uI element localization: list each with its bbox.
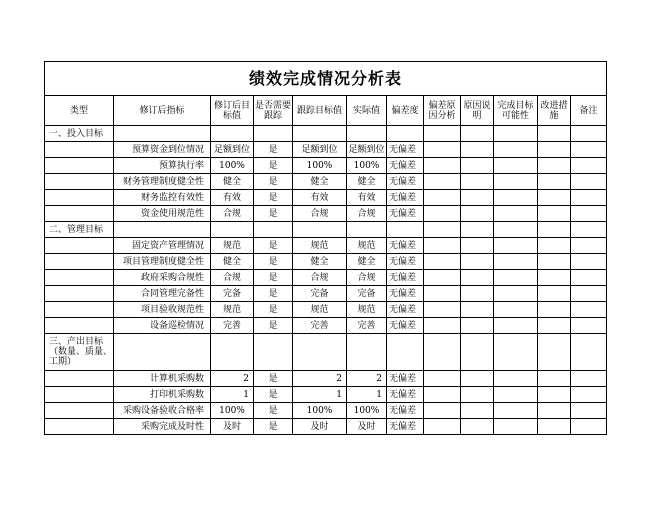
empty-cell (293, 126, 347, 142)
empty-cell (424, 238, 461, 254)
empty-cell (424, 371, 461, 387)
target-value-cell: 有效 (211, 190, 254, 206)
empty-cell (424, 142, 461, 158)
target-value-cell: 健全 (211, 254, 254, 270)
header-cell: 改进措施 (538, 96, 571, 126)
empty-cell (424, 222, 461, 238)
empty-cell (571, 238, 607, 254)
indicator-cell: 固定资产管理情况 (114, 238, 211, 254)
tracking-target-cell: 1 (293, 387, 347, 403)
empty-cell (571, 334, 607, 371)
empty-cell (424, 174, 461, 190)
empty-cell (254, 126, 293, 142)
indicator-cell: 财务管理制度健全性 (114, 174, 211, 190)
empty-cell (494, 206, 538, 222)
tracking-cell: 是 (254, 270, 293, 286)
table-row (45, 174, 607, 190)
table-row (45, 158, 607, 174)
empty-cell (461, 222, 494, 238)
empty-cell (571, 174, 607, 190)
empty-cell (538, 318, 571, 334)
empty-cell (45, 318, 114, 334)
empty-cell (571, 318, 607, 334)
empty-cell (424, 387, 461, 403)
tracking-target-cell: 2 (293, 371, 347, 387)
empty-cell (538, 190, 571, 206)
tracking-target-cell: 规范 (293, 238, 347, 254)
deviation-cell: 无偏差 (387, 206, 424, 222)
deviation-cell: 无偏差 (387, 371, 424, 387)
section-row (45, 334, 607, 371)
tracking-target-cell: 健全 (293, 174, 347, 190)
empty-cell (494, 403, 538, 419)
table-row (45, 190, 607, 206)
tracking-cell: 是 (254, 403, 293, 419)
tracking-target-cell: 100% (293, 403, 347, 419)
empty-cell (387, 222, 424, 238)
header-cell: 实际值 (347, 96, 387, 126)
header-cell: 完成目标可能性 (494, 96, 538, 126)
table-row (45, 403, 607, 419)
empty-cell (387, 334, 424, 371)
tracking-cell: 是 (254, 158, 293, 174)
table-row (45, 238, 607, 254)
actual-value-cell: 100% (347, 158, 387, 174)
empty-cell (424, 126, 461, 142)
actual-value-cell: 2 (347, 371, 387, 387)
deviation-cell: 无偏差 (387, 238, 424, 254)
tracking-cell: 是 (254, 190, 293, 206)
indicator-cell: 打印机采购数 (114, 387, 211, 403)
empty-cell (211, 126, 254, 142)
tracking-target-cell: 及时 (293, 419, 347, 435)
empty-cell (571, 270, 607, 286)
empty-cell (347, 334, 387, 371)
deviation-cell: 无偏差 (387, 190, 424, 206)
table-row (45, 206, 607, 222)
empty-cell (114, 334, 211, 371)
actual-value-cell: 规范 (347, 302, 387, 318)
empty-cell (424, 286, 461, 302)
empty-cell (461, 190, 494, 206)
empty-cell (494, 371, 538, 387)
indicator-cell: 项目管理制度健全性 (114, 254, 211, 270)
actual-value-cell: 健全 (347, 174, 387, 190)
header-cell: 偏差度 (387, 96, 424, 126)
empty-cell (45, 158, 114, 174)
empty-cell (45, 286, 114, 302)
actual-value-cell: 健全 (347, 254, 387, 270)
indicator-cell: 预算资金到位情况 (114, 142, 211, 158)
table-row (45, 387, 607, 403)
target-value-cell: 1 (211, 387, 254, 403)
tracking-target-cell: 完备 (293, 286, 347, 302)
empty-cell (347, 126, 387, 142)
deviation-cell: 无偏差 (387, 387, 424, 403)
empty-cell (461, 286, 494, 302)
section-label: 二、管理目标 (45, 222, 114, 238)
target-value-cell: 合规 (211, 206, 254, 222)
empty-cell (45, 238, 114, 254)
actual-value-cell: 有效 (347, 190, 387, 206)
header-cell: 类型 (45, 96, 114, 126)
empty-cell (494, 238, 538, 254)
empty-cell (461, 334, 494, 371)
empty-cell (494, 387, 538, 403)
actual-value-cell: 100% (347, 403, 387, 419)
empty-cell (571, 387, 607, 403)
table-row (45, 371, 607, 387)
empty-cell (424, 318, 461, 334)
indicator-cell: 资金使用规范性 (114, 206, 211, 222)
performance-analysis-table (44, 61, 607, 435)
table-row (45, 254, 607, 270)
empty-cell (494, 222, 538, 238)
deviation-cell: 无偏差 (387, 158, 424, 174)
empty-cell (538, 254, 571, 270)
table-row (45, 419, 607, 435)
empty-cell (538, 270, 571, 286)
tracking-target-cell: 合规 (293, 206, 347, 222)
empty-cell (254, 222, 293, 238)
empty-cell (538, 403, 571, 419)
indicator-cell: 预算执行率 (114, 158, 211, 174)
empty-cell (387, 126, 424, 142)
target-value-cell: 完备 (211, 286, 254, 302)
empty-cell (538, 158, 571, 174)
actual-value-cell: 1 (347, 387, 387, 403)
target-value-cell: 及时 (211, 419, 254, 435)
empty-cell (45, 270, 114, 286)
tracking-target-cell: 有效 (293, 190, 347, 206)
empty-cell (538, 419, 571, 435)
tracking-cell: 是 (254, 206, 293, 222)
tracking-target-cell: 合规 (293, 270, 347, 286)
empty-cell (571, 190, 607, 206)
empty-cell (45, 403, 114, 419)
tracking-target-cell: 完善 (293, 318, 347, 334)
empty-cell (494, 142, 538, 158)
empty-cell (461, 371, 494, 387)
empty-cell (45, 174, 114, 190)
empty-cell (494, 318, 538, 334)
header-row (45, 96, 607, 126)
tracking-cell: 是 (254, 371, 293, 387)
empty-cell (538, 334, 571, 371)
empty-cell (571, 403, 607, 419)
empty-cell (494, 254, 538, 270)
target-value-cell: 100% (211, 403, 254, 419)
section-label: 一、投入目标 (45, 126, 114, 142)
deviation-cell: 无偏差 (387, 174, 424, 190)
indicator-cell: 合同管理完备性 (114, 286, 211, 302)
tracking-cell: 是 (254, 286, 293, 302)
empty-cell (347, 222, 387, 238)
tracking-cell: 是 (254, 318, 293, 334)
empty-cell (538, 126, 571, 142)
empty-cell (571, 158, 607, 174)
actual-value-cell: 合规 (347, 270, 387, 286)
empty-cell (571, 302, 607, 318)
indicator-cell: 采购完成及时性 (114, 419, 211, 435)
header-cell: 是否需要跟踪 (254, 96, 293, 126)
deviation-cell: 无偏差 (387, 142, 424, 158)
empty-cell (424, 254, 461, 270)
empty-cell (461, 318, 494, 334)
empty-cell (494, 286, 538, 302)
target-value-cell: 合规 (211, 270, 254, 286)
empty-cell (538, 142, 571, 158)
empty-cell (424, 190, 461, 206)
empty-cell (461, 126, 494, 142)
deviation-cell: 无偏差 (387, 254, 424, 270)
tracking-cell: 是 (254, 238, 293, 254)
empty-cell (45, 142, 114, 158)
actual-value-cell: 规范 (347, 238, 387, 254)
empty-cell (538, 371, 571, 387)
deviation-cell: 无偏差 (387, 270, 424, 286)
sheet-title: 绩效完成情况分析表 (45, 62, 607, 96)
table-row (45, 302, 607, 318)
empty-cell (45, 206, 114, 222)
target-value-cell: 规范 (211, 238, 254, 254)
empty-cell (461, 419, 494, 435)
indicator-cell: 财务监控有效性 (114, 190, 211, 206)
actual-value-cell: 完备 (347, 286, 387, 302)
empty-cell (424, 403, 461, 419)
indicator-cell: 计算机采购数 (114, 371, 211, 387)
tracking-cell: 是 (254, 419, 293, 435)
empty-cell (494, 419, 538, 435)
target-value-cell: 100% (211, 158, 254, 174)
empty-cell (571, 254, 607, 270)
tracking-cell: 是 (254, 387, 293, 403)
deviation-cell: 无偏差 (387, 419, 424, 435)
empty-cell (461, 174, 494, 190)
header-cell: 备注 (571, 96, 607, 126)
header-cell: 跟踪目标值 (293, 96, 347, 126)
empty-cell (461, 254, 494, 270)
header-cell: 修订后目标值 (211, 96, 254, 126)
actual-value-cell: 合规 (347, 206, 387, 222)
tracking-cell: 是 (254, 142, 293, 158)
header-cell: 原因说明 (461, 96, 494, 126)
empty-cell (571, 142, 607, 158)
tracking-target-cell: 规范 (293, 302, 347, 318)
empty-cell (424, 302, 461, 318)
empty-cell (494, 158, 538, 174)
empty-cell (494, 270, 538, 286)
empty-cell (461, 270, 494, 286)
table-row (45, 142, 607, 158)
tracking-target-cell: 足额到位 (293, 142, 347, 158)
empty-cell (45, 371, 114, 387)
empty-cell (424, 334, 461, 371)
target-value-cell: 完善 (211, 318, 254, 334)
empty-cell (571, 222, 607, 238)
deviation-cell: 无偏差 (387, 286, 424, 302)
deviation-cell: 无偏差 (387, 302, 424, 318)
empty-cell (424, 419, 461, 435)
actual-value-cell: 及时 (347, 419, 387, 435)
empty-cell (571, 419, 607, 435)
indicator-cell: 设备巡检情况 (114, 318, 211, 334)
tracking-target-cell: 健全 (293, 254, 347, 270)
tracking-cell: 是 (254, 174, 293, 190)
indicator-cell: 政府采购合规性 (114, 270, 211, 286)
empty-cell (538, 238, 571, 254)
empty-cell (538, 302, 571, 318)
tracking-cell: 是 (254, 302, 293, 318)
empty-cell (538, 387, 571, 403)
empty-cell (461, 206, 494, 222)
actual-value-cell: 足额到位 (347, 142, 387, 158)
tracking-target-cell: 100% (293, 158, 347, 174)
section-row (45, 126, 607, 142)
empty-cell (571, 286, 607, 302)
empty-cell (494, 174, 538, 190)
empty-cell (45, 419, 114, 435)
empty-cell (211, 334, 254, 371)
empty-cell (461, 238, 494, 254)
actual-value-cell: 完善 (347, 318, 387, 334)
empty-cell (461, 302, 494, 318)
empty-cell (211, 222, 254, 238)
empty-cell (494, 190, 538, 206)
empty-cell (424, 206, 461, 222)
empty-cell (461, 403, 494, 419)
section-label: 三、产出目标（数量、质量、工期） (45, 334, 114, 371)
empty-cell (538, 286, 571, 302)
deviation-cell: 无偏差 (387, 318, 424, 334)
table-row (45, 286, 607, 302)
section-row (45, 222, 607, 238)
empty-cell (114, 126, 211, 142)
deviation-cell: 无偏差 (387, 403, 424, 419)
empty-cell (494, 126, 538, 142)
target-value-cell: 规范 (211, 302, 254, 318)
empty-cell (494, 334, 538, 371)
empty-cell (45, 302, 114, 318)
empty-cell (45, 254, 114, 270)
empty-cell (494, 302, 538, 318)
target-value-cell: 2 (211, 371, 254, 387)
empty-cell (538, 206, 571, 222)
empty-cell (293, 334, 347, 371)
header-cell: 偏差原因分析 (424, 96, 461, 126)
empty-cell (461, 142, 494, 158)
empty-cell (424, 158, 461, 174)
table-row (45, 318, 607, 334)
empty-cell (571, 206, 607, 222)
tracking-cell: 是 (254, 254, 293, 270)
empty-cell (45, 387, 114, 403)
empty-cell (538, 222, 571, 238)
target-value-cell: 足额到位 (211, 142, 254, 158)
empty-cell (424, 270, 461, 286)
target-value-cell: 健全 (211, 174, 254, 190)
empty-cell (571, 371, 607, 387)
indicator-cell: 项目验收规范性 (114, 302, 211, 318)
empty-cell (254, 334, 293, 371)
empty-cell (293, 222, 347, 238)
empty-cell (571, 126, 607, 142)
empty-cell (45, 190, 114, 206)
empty-cell (114, 222, 211, 238)
empty-cell (538, 174, 571, 190)
empty-cell (461, 158, 494, 174)
indicator-cell: 采购设备验收合格率 (114, 403, 211, 419)
header-cell: 修订后指标 (114, 96, 211, 126)
empty-cell (461, 387, 494, 403)
table-row (45, 270, 607, 286)
